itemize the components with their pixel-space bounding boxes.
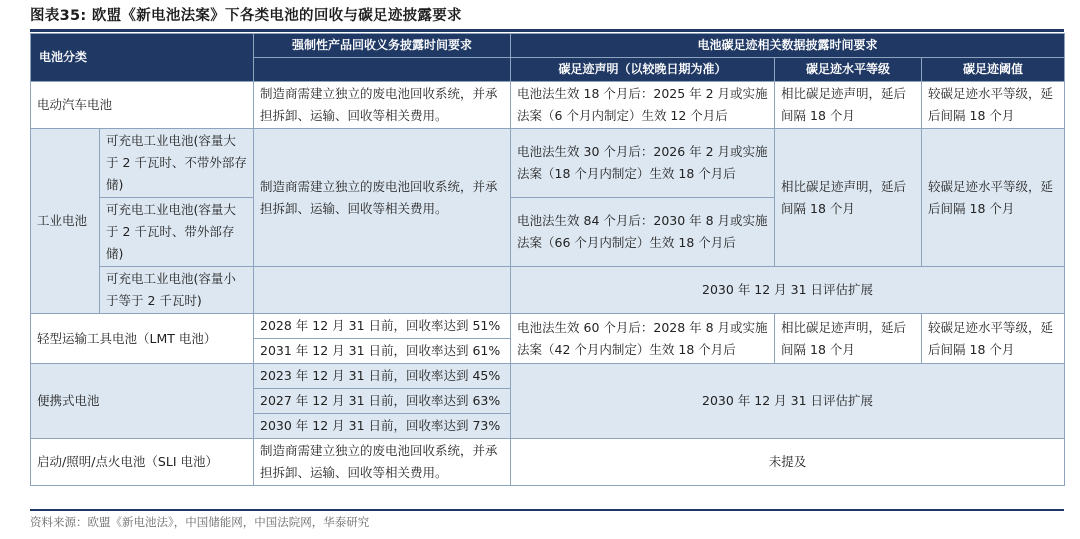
table-row-industrial-1 — [31, 129, 1065, 198]
header-carbon-level: 碳足迹水平等级 — [775, 58, 922, 82]
lmt-recycling1: 2028 年 12 月 31 日前，回收率达到 51% — [254, 314, 511, 339]
header-category: 电池分类 — [31, 34, 254, 82]
portable-review: 2030 年 12 月 31 日评估扩展 — [511, 364, 1065, 439]
industrial-category: 工业电池 — [31, 129, 100, 314]
portable-recycling2: 2027 年 12 月 31 日前，回收率达到 63% — [254, 389, 511, 414]
header-recycling-blank — [254, 58, 511, 82]
ev-threshold: 较碳足迹水平等级，延后间隔 18 个月 — [922, 82, 1065, 129]
figure-title: 图表35: 欧盟《新电池法案》下各类电池的回收与碳足迹披露要求 — [30, 8, 462, 24]
lmt-level: 相比碳足迹声明，延后间隔 18 个月 — [775, 314, 922, 364]
industrial-declaration1: 电池法生效 30 个月后：2026 年 2 月或实施法案（18 个月内制定）生效 18 个月后 — [511, 129, 775, 198]
ev-level: 相比碳足迹声明，延后间隔 18 个月 — [775, 82, 922, 129]
industrial-recycling: 制造商需建立独立的废电池回收系统，并承担拆卸、运输、回收等相关费用。 — [254, 129, 511, 267]
header-carbon-group: 电池碳足迹相关数据披露时间要求 — [511, 34, 1065, 58]
table-row-industrial-3 — [31, 267, 1065, 314]
sli-carbon: 未提及 — [511, 439, 1065, 486]
industrial-threshold: 较碳足迹水平等级，延后间隔 18 个月 — [922, 129, 1065, 267]
industrial-review: 2030 年 12 月 31 日评估扩展 — [511, 267, 1065, 314]
industrial-declaration2: 电池法生效 84 个月后：2030 年 8 月或实施法案（66 个月内制定）生效 18 个月后 — [511, 198, 775, 267]
header-row-1 — [31, 34, 1065, 58]
top-rule — [30, 29, 1064, 32]
industrial-sub3: 可充电工业电池(容量小于等于 2 千瓦时) — [100, 267, 254, 314]
table-row-portable-1 — [31, 364, 1065, 389]
industrial-level: 相比碳足迹声明，延后间隔 18 个月 — [775, 129, 922, 267]
table-row-ev — [31, 82, 1065, 129]
battery-requirements-table — [30, 33, 1065, 486]
sli-recycling: 制造商需建立独立的废电池回收系统，并承担拆卸、运输、回收等相关费用。 — [254, 439, 511, 486]
header-carbon-declaration: 碳足迹声明（以较晚日期为准） — [511, 58, 775, 82]
bottom-rule — [30, 509, 1064, 511]
portable-recycling1: 2023 年 12 月 31 日前，回收率达到 45% — [254, 364, 511, 389]
table-row-sli — [31, 439, 1065, 486]
lmt-category: 轻型运输工具电池（LMT 电池） — [31, 314, 254, 364]
ev-category: 电动汽车电池 — [31, 82, 254, 129]
industrial-sub1: 可充电工业电池(容量大于 2 千瓦时、不带外部存储) — [100, 129, 254, 198]
lmt-threshold: 较碳足迹水平等级，延后间隔 18 个月 — [922, 314, 1065, 364]
header-recycling: 强制性产品回收义务披露时间要求 — [254, 34, 511, 58]
sli-category: 启动/照明/点火电池（SLI 电池） — [31, 439, 254, 486]
lmt-declaration: 电池法生效 60 个月后：2028 年 8 月或实施法案（42 个月内制定）生效 18 个月后 — [511, 314, 775, 364]
header-carbon-threshold: 碳足迹阈值 — [922, 58, 1065, 82]
portable-category: 便携式电池 — [31, 364, 254, 439]
industrial-recycling-blank — [254, 267, 511, 314]
lmt-recycling2: 2031 年 12 月 31 日前，回收率达到 61% — [254, 339, 511, 364]
table-row-lmt-1 — [31, 314, 1065, 339]
portable-recycling3: 2030 年 12 月 31 日前，回收率达到 73% — [254, 414, 511, 439]
industrial-sub2: 可充电工业电池(容量大于 2 千瓦时、带外部存储) — [100, 198, 254, 267]
source-note: 资料来源：欧盟《新电池法》，中国储能网，中国法院网，华泰研究 — [30, 515, 370, 529]
ev-declaration: 电池法生效 18 个月后：2025 年 2 月或实施法案（6 个月内制定）生效 12 个月后 — [511, 82, 775, 129]
ev-recycling: 制造商需建立独立的废电池回收系统，并承担拆卸、运输、回收等相关费用。 — [254, 82, 511, 129]
